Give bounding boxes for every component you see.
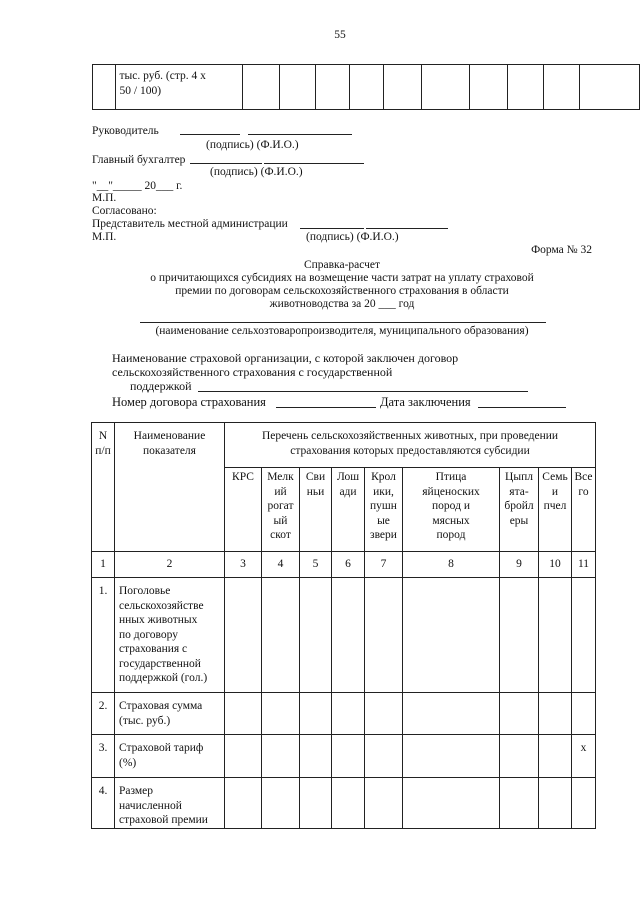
- row-label-line: сельскохозяйстве: [119, 599, 204, 612]
- document-title: Справка-расчет: [303, 259, 381, 271]
- col-header-line: Мелк: [267, 471, 294, 483]
- col-header-line: яйценоских: [422, 485, 480, 498]
- top-table-label-line1: тыс. руб. (стр. 4 х: [119, 70, 206, 82]
- col-header-line: ые: [377, 514, 390, 527]
- row-number: 2.: [92, 693, 115, 735]
- row-label-line: Страховой тариф: [119, 742, 204, 754]
- data-cell: [500, 778, 539, 829]
- contract-date-label: Дата заключения: [380, 395, 471, 409]
- col-header-line: и: [551, 485, 559, 498]
- col-header-line: ньи: [306, 485, 325, 498]
- col-header-line: Семь: [542, 471, 568, 483]
- col-header-line: ий: [274, 485, 287, 498]
- top-table-cell: [93, 65, 116, 110]
- rep-captions: (подпись) (Ф.И.О.): [306, 231, 399, 243]
- form-number: Форма № 32: [531, 244, 592, 256]
- data-cell: [365, 735, 403, 778]
- org-caption: (наименование сельхозтоваропроизводителя, муниципального образования): [155, 325, 529, 337]
- col-header-line: бройл: [504, 500, 534, 512]
- data-cell: [300, 778, 332, 829]
- col-header-poultry: [403, 468, 500, 552]
- accountant-name-line: [264, 163, 364, 164]
- data-cell: [332, 778, 365, 829]
- date-line: "__"_____ 20___ г.: [92, 180, 183, 192]
- table-row: [92, 735, 596, 778]
- data-cell: [365, 578, 403, 693]
- data-cell: [332, 578, 365, 693]
- header-group-line2: страхования которых предоставляются субсидии: [290, 444, 530, 457]
- col-header-line: Крол: [371, 471, 396, 483]
- data-cell: [539, 578, 572, 693]
- top-table-label-line2: 50 / 100): [119, 84, 162, 97]
- col-header-line: пород и: [432, 500, 470, 512]
- col-header-line: пушн: [370, 500, 397, 512]
- top-table-cell: [469, 65, 507, 110]
- row-label-line: поддержкой (гол.): [119, 672, 208, 684]
- rep-name-line: [366, 228, 448, 229]
- col-header-line: ики,: [373, 485, 394, 498]
- row-label-line: (%): [119, 756, 137, 769]
- insurer-name-line: [198, 391, 528, 392]
- data-cell: [403, 578, 500, 693]
- col-number: 10: [539, 552, 572, 578]
- col-header-line: рогат: [267, 500, 294, 512]
- col-number: 9: [500, 552, 539, 578]
- col-header-broilers: [500, 468, 539, 552]
- head-signature-line: [180, 134, 240, 135]
- data-cell: [262, 778, 300, 829]
- data-cell: [572, 778, 596, 829]
- table-row: [92, 578, 596, 693]
- top-table-cell: [384, 65, 421, 110]
- top-table-cell: [243, 65, 279, 110]
- title-subline-1: о причитающихся субсидиях на возмещение части затрат на уплату страховой: [150, 272, 534, 284]
- col-header-total: [572, 468, 596, 552]
- data-cell: [500, 578, 539, 693]
- stamp-place-2: М.П.: [92, 231, 117, 243]
- table-row: [92, 693, 596, 735]
- header-name: [115, 423, 225, 552]
- col-number: 2: [115, 552, 225, 578]
- head-captions: (подпись) (Ф.И.О.): [206, 139, 299, 151]
- stamp-place-1: М.П.: [92, 192, 117, 204]
- org-name-line: [140, 322, 546, 323]
- page-number: 55: [334, 29, 346, 41]
- col-header-line: скот: [270, 529, 291, 541]
- row-label-line: государственной: [119, 657, 201, 670]
- insurer-line-2: сельскохозяйственного страхования с государственной: [112, 365, 393, 379]
- col-number: 7: [365, 552, 403, 578]
- row-label-line: по договору: [119, 628, 179, 641]
- row-number: 1.: [92, 578, 115, 693]
- data-cell: [262, 578, 300, 693]
- top-table-fragment: [92, 64, 640, 110]
- data-cell: [332, 693, 365, 735]
- insurer-line-3: поддержкой: [130, 379, 192, 393]
- data-cell: [403, 693, 500, 735]
- header-num-line1: N: [98, 430, 108, 442]
- col-header-cattle: [225, 468, 262, 552]
- data-cell: [225, 778, 262, 829]
- row-label-line: страховой премии: [119, 814, 208, 826]
- head-name-line: [248, 134, 352, 135]
- col-header-horses: [332, 468, 365, 552]
- col-header-line: ята-: [509, 485, 529, 498]
- data-cell: [365, 693, 403, 735]
- col-number: 1: [92, 552, 115, 578]
- row-label-line: Страховая сумма: [119, 700, 203, 712]
- data-cell: [365, 778, 403, 829]
- col-number: 3: [225, 552, 262, 578]
- data-cell: [572, 578, 596, 693]
- row-label: [115, 693, 225, 735]
- data-cell: [500, 735, 539, 778]
- table-row: [92, 778, 596, 829]
- col-number: 5: [300, 552, 332, 578]
- col-number: 11: [572, 552, 596, 578]
- row-label-line: страхования с: [119, 643, 188, 655]
- col-header-line: пчел: [543, 500, 567, 512]
- rep-signature-line: [300, 228, 364, 229]
- accountant-captions: (подпись) (Ф.И.О.): [210, 166, 303, 178]
- data-cell: [332, 735, 365, 778]
- data-cell: [262, 693, 300, 735]
- col-header-line: Сви: [305, 471, 326, 483]
- data-cell: [539, 778, 572, 829]
- top-table-cell: [350, 65, 384, 110]
- rep-label: Представитель местной администрации: [92, 218, 288, 230]
- total-not-applicable-mark: х: [572, 735, 596, 778]
- agreed-label: Согласовано:: [92, 205, 157, 217]
- row-label-line: (тыс. руб.): [119, 714, 171, 727]
- top-table-cell: [543, 65, 579, 110]
- title-subline-3: животноводства за 20 ___ год: [269, 298, 415, 310]
- row-label-line: нных животных: [119, 614, 198, 626]
- top-table-label-cell: [115, 65, 243, 110]
- header-name-line2: показателя: [143, 444, 196, 457]
- data-cell: [225, 735, 262, 778]
- col-header-pigs: [300, 468, 332, 552]
- contract-date-line: [478, 407, 566, 408]
- col-number: 4: [262, 552, 300, 578]
- data-cell: [262, 735, 300, 778]
- data-cell: [225, 578, 262, 693]
- header-animals-group: [225, 423, 596, 468]
- col-header-line: КРС: [232, 471, 254, 483]
- col-number: 6: [332, 552, 365, 578]
- col-header-line: Все: [574, 471, 593, 483]
- insurer-line-1: Наименование страховой организации, с которой заключен договор: [112, 351, 459, 365]
- row-label: [115, 778, 225, 829]
- data-cell: [572, 693, 596, 735]
- col-header-line: Птица: [435, 471, 467, 483]
- data-cell: [539, 693, 572, 735]
- col-header-bees: [539, 468, 572, 552]
- row-label: [115, 735, 225, 778]
- col-header-line: мясных: [432, 514, 470, 527]
- header-num-line2: п/п: [95, 444, 111, 457]
- top-table-cell: [507, 65, 543, 110]
- header-name-line1: Наименование: [133, 430, 206, 442]
- subsidy-table: [91, 422, 596, 829]
- data-cell: [300, 693, 332, 735]
- data-cell: [403, 735, 500, 778]
- col-header-line: го: [578, 485, 589, 498]
- contract-number-label: Номер договора страхования: [112, 395, 266, 409]
- accountant-signature-line: [190, 163, 262, 164]
- title-subline-2: премии по договорам сельскохозяйственного страхования в области: [175, 285, 509, 297]
- col-header-line: Лош: [336, 471, 360, 483]
- header-num: [92, 423, 115, 552]
- top-table-cell: [421, 65, 469, 110]
- col-header-line: Цыпл: [505, 471, 533, 483]
- row-label: [115, 578, 225, 693]
- row-number: 4.: [92, 778, 115, 829]
- header-group-line1: Перечень сельскохозяйственных животных, при проведении: [261, 430, 559, 442]
- data-cell: [500, 693, 539, 735]
- col-header-line: ый: [273, 514, 288, 527]
- data-cell: [300, 735, 332, 778]
- top-table-cell: [315, 65, 349, 110]
- data-cell: [300, 578, 332, 693]
- col-header-rabbits: [365, 468, 403, 552]
- col-header-line: пород: [436, 529, 466, 541]
- data-cell: [403, 778, 500, 829]
- data-cell: [225, 693, 262, 735]
- contract-number-line: [276, 407, 376, 408]
- head-label: Руководитель: [92, 125, 159, 137]
- row-number: 3.: [92, 735, 115, 778]
- row-label-line: начисленной: [119, 799, 182, 812]
- top-table-cell: [580, 65, 640, 110]
- col-header-line: еры: [509, 514, 529, 527]
- row-label-line: Размер: [119, 785, 154, 797]
- top-table-cell: [279, 65, 315, 110]
- data-cell: [539, 735, 572, 778]
- col-header-small-cattle: [262, 468, 300, 552]
- accountant-label: Главный бухгалтер: [92, 154, 186, 166]
- col-header-line: звери: [370, 529, 397, 541]
- col-number: 8: [403, 552, 500, 578]
- col-header-line: ади: [339, 485, 357, 498]
- row-label-line: Поголовье: [119, 585, 171, 597]
